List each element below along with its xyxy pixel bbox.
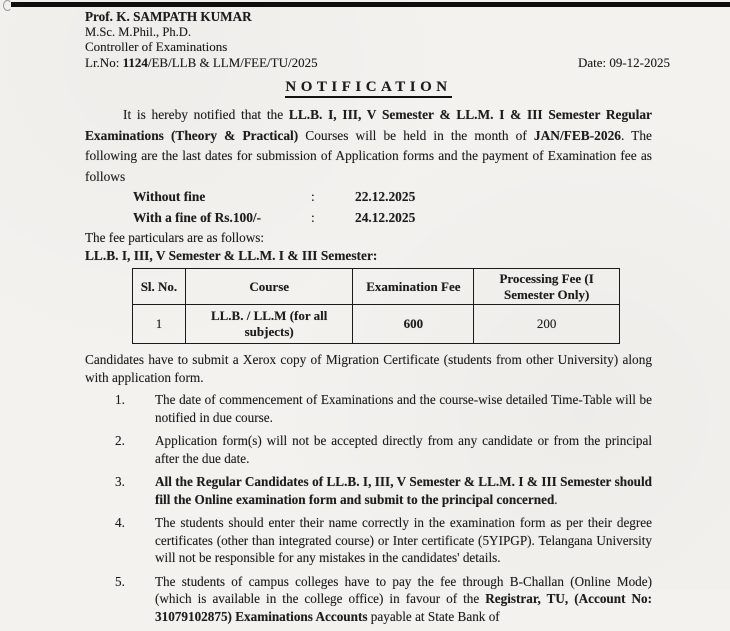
list-item-number: 3.: [115, 474, 125, 490]
list-item-number: 2.: [115, 433, 125, 449]
fee-table-header-processing-fee: Processing Fee (I Semester Only): [474, 269, 620, 305]
numbered-list: [85, 391, 652, 625]
fee-deadline-label: With a fine of Rs.100/-: [133, 209, 262, 225]
fee-deadline-row: [133, 208, 652, 229]
list-item-text: The students should enter their name correctly in the examination form as per their degree certificates (other than integrated course) or Inter certificate (5YIPGP). Telangana University will not be responsible for any mistakes in the candidates' details.: [155, 515, 652, 566]
migration-note: Candidates have to submit a Xerox copy of Migration Certificate (students from other University) along with application form.: [85, 352, 652, 385]
fee-table-header-exam-fee: Examination Fee: [353, 269, 474, 305]
fee-deadline-colon: :: [311, 189, 315, 205]
fee-deadline-label: Without fine: [133, 189, 206, 205]
fee-table-cell-processing-fee: 200: [474, 305, 620, 344]
letter-meta-row: [85, 55, 670, 70]
letterhead: [85, 9, 670, 71]
fee-table-cell-course: LL.B. / LL.M (for all subjects): [185, 305, 353, 344]
fee-particulars-line: The fee particulars are as follows:: [85, 230, 265, 246]
top-double-rule: [11, 2, 730, 7]
fee-table-header-course: Course: [185, 269, 353, 305]
list-item: [85, 573, 652, 626]
fee-deadline-colon: :: [311, 209, 315, 225]
semester-heading: LL.B. I, III, V Semester & LL.M. I & III Semester:: [85, 248, 378, 264]
list-item-number: 5.: [115, 573, 125, 589]
letter-date: Date: 09-12-2025: [577, 55, 670, 71]
fee-table-header-slno: Sl. No.: [133, 269, 186, 305]
list-item-number: 4.: [115, 515, 125, 531]
list-item-text: The date of commencement of Examinations and the course-wise detailed Time-Table will be notified in due course.: [155, 392, 652, 425]
officer-designation: Controller of Examinations: [85, 38, 228, 54]
list-item-number: 1.: [115, 392, 125, 408]
list-item: [85, 473, 652, 508]
officer-qualifications: M.Sc. M.Phil., Ph.D.: [85, 24, 192, 39]
intro-paragraph: It is hereby notified that the LL.B. I, III, V Semester & LL.M. I & III Semester Regular Examinations (Theory & Practical) Courses will be held in the month of JAN/FEB-2026. The following are the last dates for submission of Application forms and the payment of Examination fee as follows: [85, 107, 652, 184]
list-item-text: All the Regular Candidates of LL.B. I, III, V Semester & LL.M. I & III Semester should fill the Online examination form and submit to the principal concerned.: [155, 474, 652, 507]
document-content: [85, 9, 670, 631]
list-item-text: Application form(s) will not be accepted directly from any candidate or from the principal after the due date.: [155, 433, 652, 466]
fee-table-header-row: [133, 269, 620, 305]
fee-table-row: [133, 305, 620, 344]
list-item-text: The students of campus colleges have to pay the fee through B-Challan (Online Mode) (which is available in the college office) in favour of the Registrar, TU, (Account No: 31079102875) Examinations Accounts payable at State Bank of: [155, 573, 652, 624]
list-item: [85, 432, 652, 467]
fee-deadline-date: 22.12.2025: [355, 189, 416, 205]
fee-table: [132, 268, 620, 344]
letter-number: Lr.No: 1124/EB/LLB & LLM/FEE/TU/2025: [85, 55, 318, 71]
list-item: [85, 391, 652, 426]
fee-deadline-row: [133, 187, 652, 208]
notification-title: NOTIFICATION: [85, 79, 652, 96]
list-item: [85, 514, 652, 567]
fee-table-cell-exam-fee: 600: [353, 305, 474, 344]
fee-table-cell-slno: 1: [133, 305, 186, 344]
officer-name: Prof. K. SAMPATH KUMAR: [85, 9, 252, 24]
fee-deadline-date: 24.12.2025: [355, 209, 416, 225]
